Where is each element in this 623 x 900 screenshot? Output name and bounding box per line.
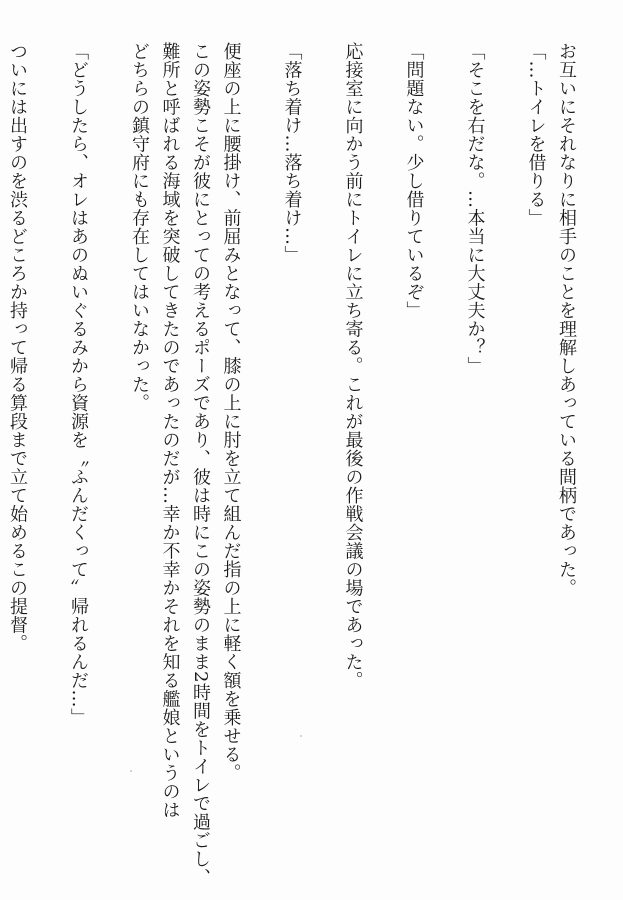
dialogue-line: 「そこを右だな。…本当に大丈夫か？」: [464, 42, 486, 375]
blank-line: [490, 42, 521, 862]
blank-line: [93, 42, 124, 862]
dialogue-line: 「…トイレを借りる」: [525, 42, 547, 227]
blank-line: [32, 42, 63, 862]
blank-line: [307, 42, 338, 862]
vertical-text-body: [2, 42, 582, 887]
blank-line: [246, 42, 277, 862]
blank-line: [368, 42, 399, 862]
dialogue-line: 「問題ない。少し借りているぞ」: [403, 42, 425, 320]
dialogue-line: 「落ち着け…落ち着け…」: [281, 42, 303, 264]
text-line: お互いにそれなりに相手のことを理解しあっている間柄であった。: [556, 42, 577, 597]
text-line: この姿勢こそが彼にとっての考えるポーズであり、彼は時にこの姿勢のまま2時間をトイレで過ごし、: [190, 42, 211, 887]
dialogue-line: 「どうしたら、オレはあのぬいぐるみから資源を〝ふんだくって〟帰れるんだ…」: [68, 42, 89, 727]
text-line: 応接室に向かう前にトイレに立ち寄る。これが最後の作戦会議の場であった。: [342, 42, 364, 690]
blank-line: [429, 42, 460, 862]
paper-speck: [300, 735, 302, 737]
text-line: 便座の上に腰掛け、前屈みとなって、膝の上に肘を立て組んだ指の上に軽く額を乗せる。: [220, 42, 242, 782]
paper-speck: [130, 770, 132, 772]
text-line: どちらの鎮守府にも存在してはいなかった。: [129, 42, 150, 412]
text-line: 難所と呼ばれる海域を突破してきたのであったのだが…幸か不幸かそれを知る艦娘というのは: [159, 42, 181, 819]
text-line: ついには出すのを渋るどころか持って帰る算段まで立て始めるこの提督。: [7, 42, 28, 653]
